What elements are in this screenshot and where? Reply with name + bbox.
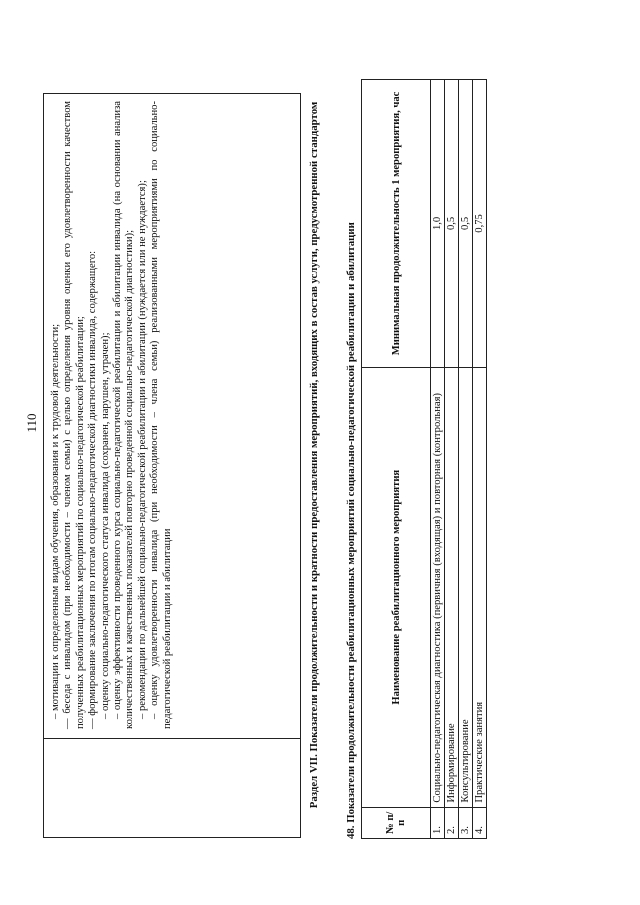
row-duration: 0,5 bbox=[445, 80, 459, 368]
duration-table bbox=[361, 79, 487, 839]
section-7-title: Раздел VII. Показатели продолжительности и кратности предоставления мероприятий, входящих в состав услуги, предусмотренной стандартом bbox=[308, 101, 320, 809]
page-number: 110 bbox=[24, 413, 39, 433]
row-number: 3. bbox=[459, 807, 473, 838]
table-row bbox=[445, 80, 459, 839]
col-header-number: № п/п bbox=[362, 807, 431, 838]
row-duration: 1,0 bbox=[431, 80, 445, 368]
row-duration: 0,75 bbox=[473, 80, 487, 368]
col-header-duration: Минимальная продолжительность 1 мероприятия, час bbox=[362, 80, 431, 368]
row-name: Консультирование bbox=[459, 367, 473, 807]
col-header-name: Наименование реабилитационного мероприятия bbox=[362, 367, 431, 807]
continuation-line: – оценку эффективности проведенного курса социально-педагогической реабилитации и абилитации инвалида (на основании анализа количественных и качественных показателей повторно проведенной социально-педагогической диагностики); bbox=[112, 101, 136, 729]
table-row bbox=[459, 80, 473, 839]
continuation-line: — беседа с инвалидом (при необходимости – членом семьи) с целью определения уровня оценки его удовлетворенности качеством полученных реабилитационных мероприятий по социально-педагогической реабилитации; bbox=[62, 101, 86, 729]
continuation-table bbox=[43, 93, 301, 838]
row-name: Практические занятия bbox=[473, 367, 487, 807]
continuation-line: — формирование заключения по итогам социально-педагогической диагностики инвалида, содержащего: bbox=[87, 250, 99, 729]
continuation-line: – мотивации к определенным видам обучения, образования и к трудовой деятельности; bbox=[50, 323, 61, 719]
table-row bbox=[431, 80, 445, 839]
continuation-line: – оценку социально-педагогического статуса инвалида (сохранен, нарушен, утрачен); bbox=[99, 332, 111, 719]
continuation-empty-cell bbox=[44, 738, 300, 837]
continuation-line: – оценку удовлетворенности инвалида (при необходимости – члена семьи) реализованными мероприятиями по социально-педагогической реабилитации и абилитации bbox=[149, 101, 173, 729]
row-duration: 0,5 bbox=[459, 80, 473, 368]
row-number: 2. bbox=[445, 807, 459, 838]
row-number: 4. bbox=[473, 807, 487, 838]
continuation-text bbox=[50, 101, 174, 729]
continuation-line: – рекомендации по дальнейшей социально-педагогической реабилитации и абилитации (нуждается или не нуждается); bbox=[136, 180, 148, 719]
table-header-row bbox=[362, 80, 431, 839]
row-name: Социально-педагогическая диагностика (первичная (входящая) и повторная (контрольная) bbox=[431, 367, 445, 807]
table-row bbox=[473, 80, 487, 839]
table-48-title: 48. Показатели продолжительности реабилитационных мероприятий социально-педагогической реабилитации и абилитации bbox=[345, 222, 357, 839]
row-name: Информирование bbox=[445, 367, 459, 807]
row-number: 1. bbox=[431, 807, 445, 838]
